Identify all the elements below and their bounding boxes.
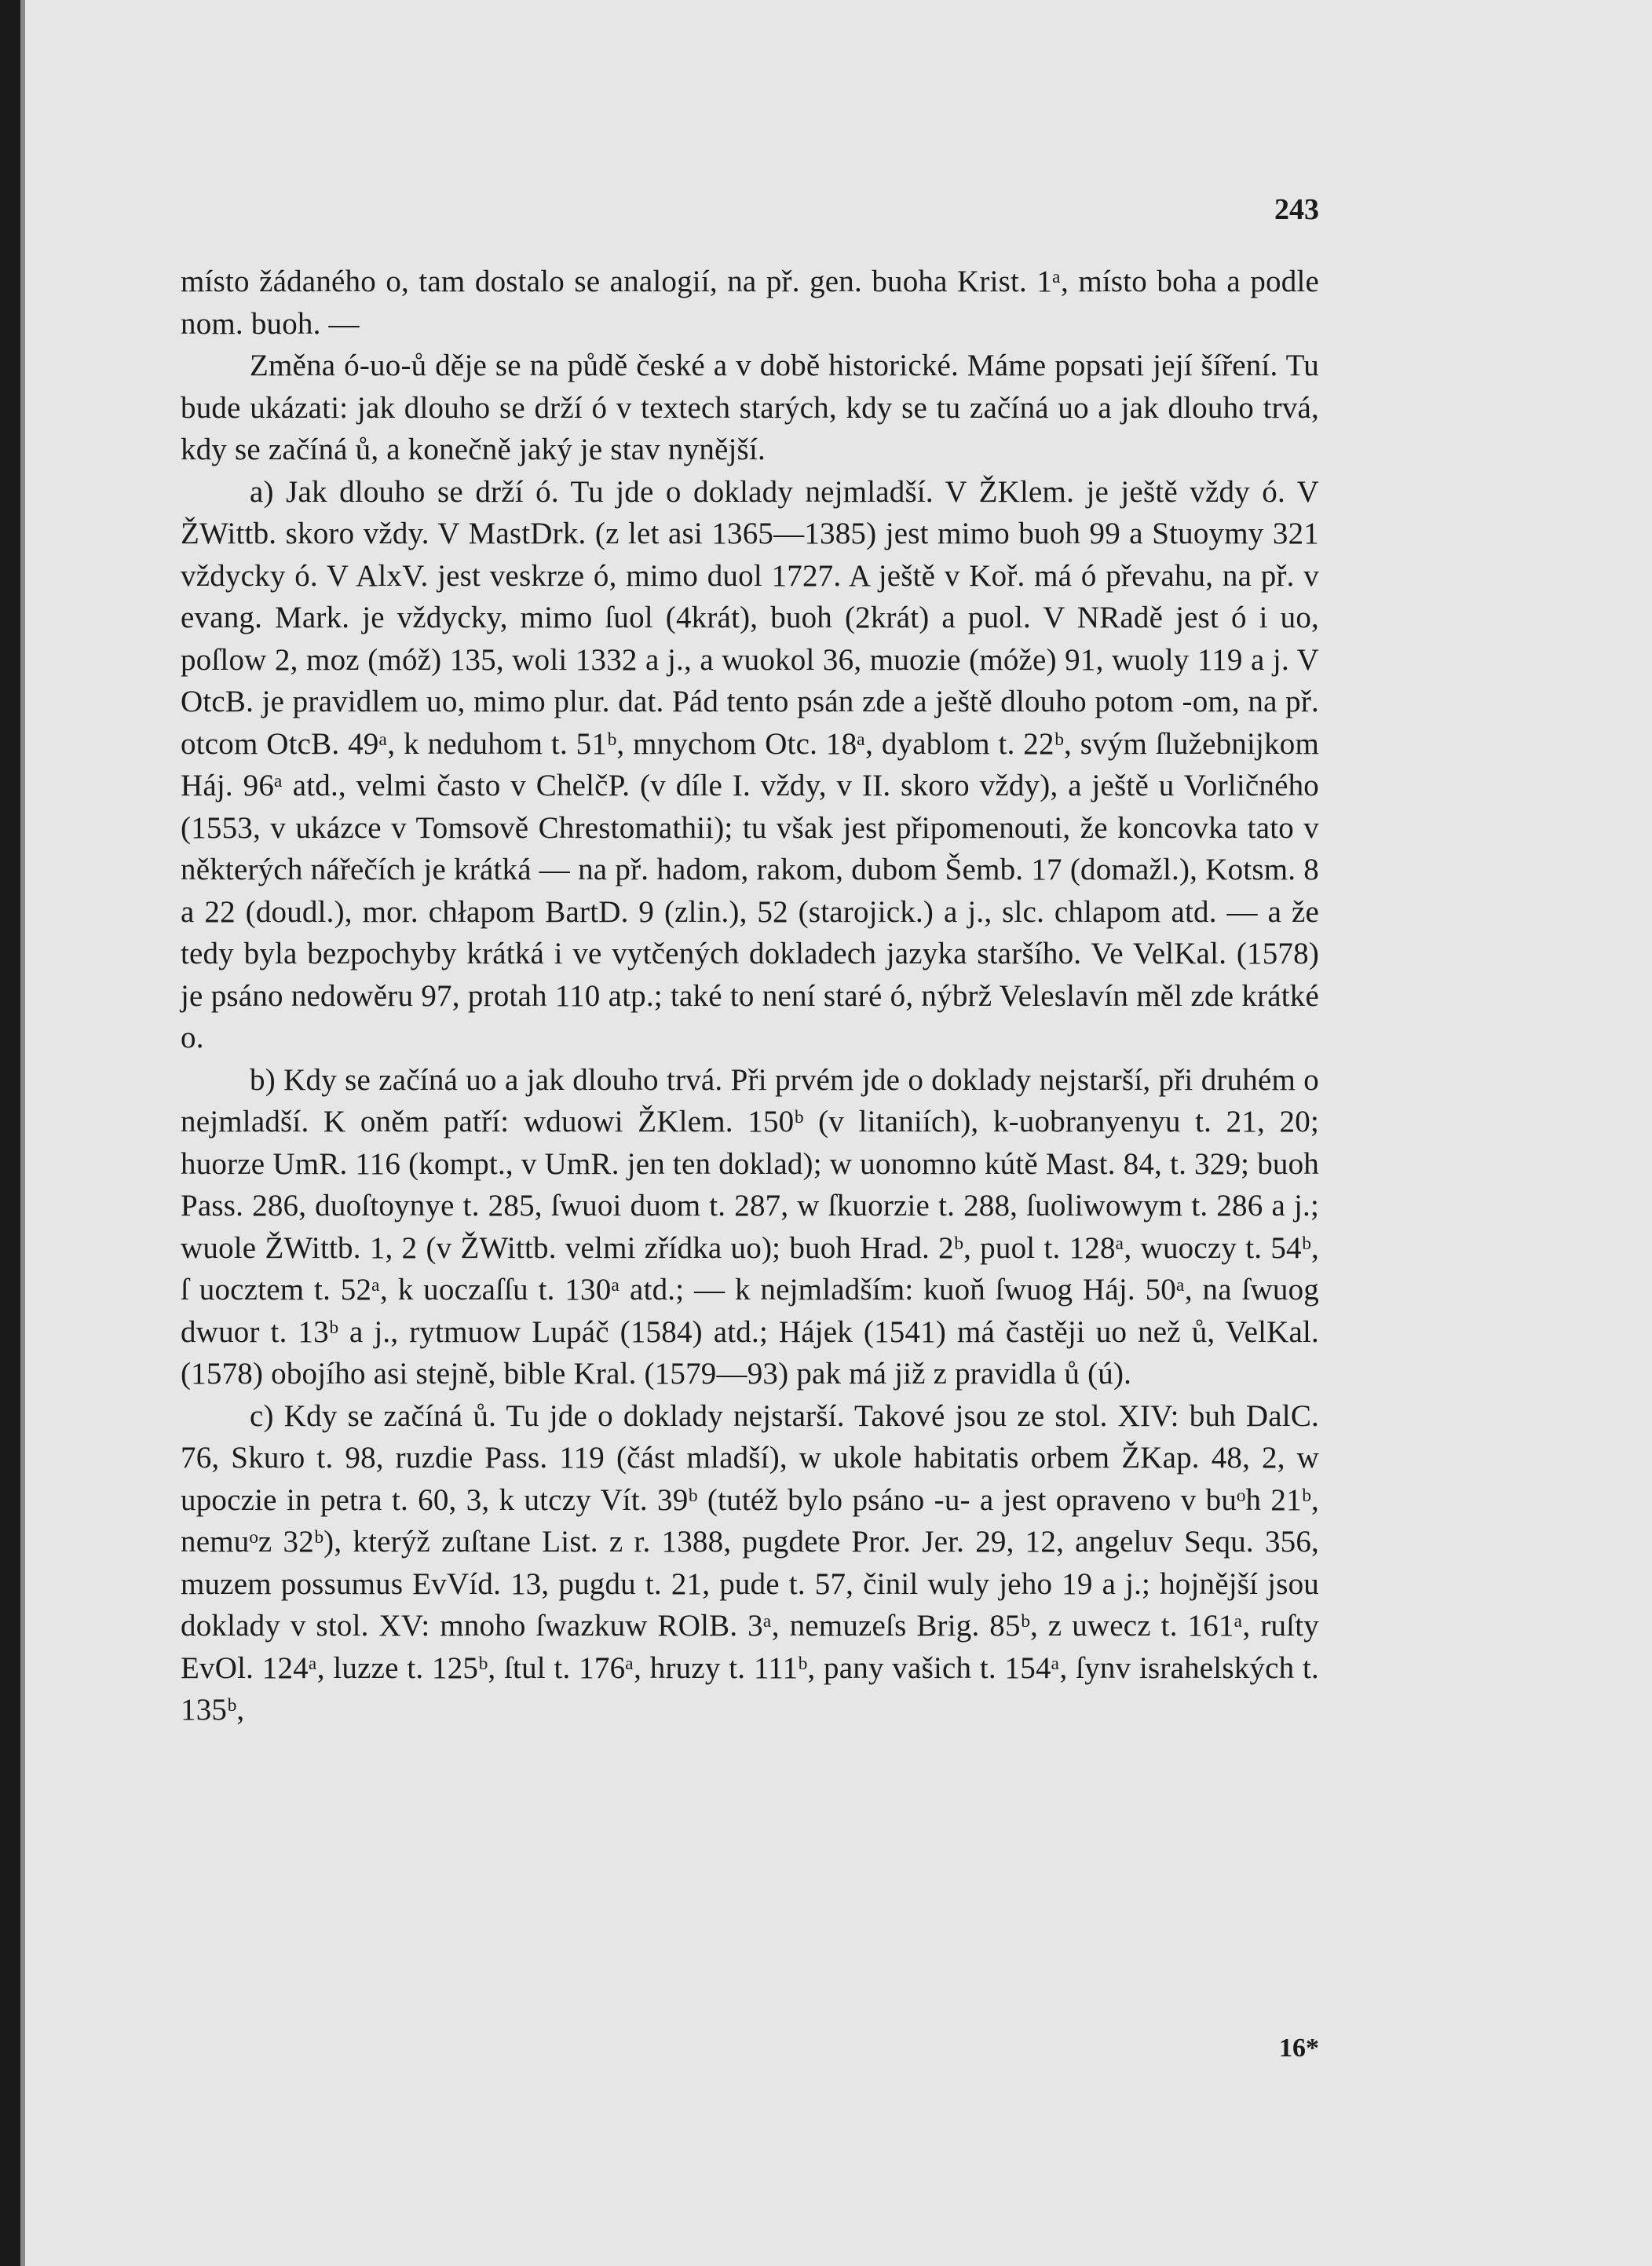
paragraph-section-c: c) Kdy se začíná ů. Tu jde o doklady nejstarší. Takové jsou ze stol. XIV: buh DalC. 76, Skuro t. 98, ruzdie Pass. 119 (část mladší), w ukole habitatis orbem ŽKap. 48, 2, w upoczie in petra t. 60, 3, k utczy Vít. 39ᵇ (tutéž bylo psáno -u- a jest opraveno v buᵒh 21ᵇ, nemuᵒz 32ᵇ), kterýž zuſtane List. z r. 1388, pugdete Pror. Jer. 29, 12, angeluv Sequ. 356, muzem possumus EvVíd. 13, pugdu t. 21, pude t. 57, činil wuly jeho 19 a j.; hojnější jsou doklady v stol. XV: mnoho ſwazkuw ROlB. 3ᵃ, nemuzeſs Brig. 85ᵇ, z uwecz t. 161ᵃ, ruſty EvOl. 124ᵃ, luzze t. 125ᵇ, ſtul t. 176ᵃ, hruzy t. 111ᵇ, pany vašich t. 154ᵃ, ſynv israhelských t. 135ᵇ, [181, 1398, 1319, 1727]
body-text [181, 261, 1319, 1731]
page-number: 243 [1274, 193, 1319, 226]
paragraph-change-overview: Změna ó-uo-ů děje se na půdě české a v době historické. Máme popsati její šíření. Tu bude ukázati: jak dlouho se drží ó v textech starých, kdy se tu začíná uo a jak dlouho trvá, kdy se začíná ů, a konečně jaký je stav nynější. [181, 349, 1319, 466]
paragraph-section-b: b) Kdy se začíná uo a jak dlouho trvá. Při prvém jde o doklady nejstarší, při druhém o nejmladší. K oněm patří: wduowi ŽKlem. 150ᵇ (v litaniích), k-uobranyenyu t. 21, 20; huorze UmR. 116 (kompt., v UmR. jen ten doklad); w uonomno kútě Mast. 84, t. 329; buoh Pass. 286, duoſtoynye t. 285, ſwuoi duom t. 287, w ſkuorzie t. 288, ſuoliwowym t. 286 a j.; wuole ŽWittb. 1, 2 (v ŽWittb. velmi zřídka uo); buoh Hrad. 2ᵇ, puol t. 128ᵃ, wuoczy t. 54ᵇ, ſ uocztem t. 52ᵃ, k uoczaſſu t. 130ᵃ atd.; — k nejmladším: kuoň ſwuog Háj. 50ᵃ, na ſwuog dwuor t. 13ᵇ a j., rytmuow Lupáč (1584) atd.; Hájek (1541) má častěji uo než ů, VelKal. (1578) obojího asi stejně, bible Kral. (1579—93) pak má již z pravidla ů (ú). [181, 1062, 1319, 1391]
printer-signature-mark: 16* [1279, 2034, 1319, 2063]
paragraph-intro: místo žádaného o, tam dostalo se analogií, na př. gen. buoha Krist. 1ᵃ, místo boha a podle nom. buoh. — [181, 265, 1319, 341]
book-page [25, 0, 1652, 2266]
paragraph-section-a: a) Jak dlouho se drží ó. Tu jde o doklady nejmladší. V ŽKlem. je ještě vždy ó. V ŽWittb. skoro vždy. V MastDrk. (z let asi 1365—1385) jest mimo buoh 99 a Stuoymy 321 vždycky ó. V AlxV. jest veskrze ó, mimo duol 1727. A ještě v Koř. má ó převahu, na př. v evang. Mark. je vždycky, mimo ſuol (4krát), buoh (2krát) a puol. V NRadě jest ó i uo, poſlow 2, moz (móž) 135, woli 1332 a j., a wuokol 36, muozie (móže) 91, wuoly 119 a j. V OtcB. je pravidlem uo, mimo plur. dat. Pád tento psán zde a ještě dlouho potom -om, na př. otcom OtcB. 49ᵃ, k neduhom t. 51ᵇ, mnychom Otc. 18ᵃ, dyablom t. 22ᵇ, svým ſlužebnijkom Háj. 96ᵃ atd., velmi často v ChelčP. (v díle I. vždy, v II. skoro vždy), a ještě u Vorličného (1553, v ukázce v Tomsově Chrestomathii); tu však jest připomenouti, že koncovka tato v některých nářečích je krátká — na př. hadom, rakom, dubom Šemb. 17 (domažl.), Kotsm. 8 a 22 (doudl.), mor. chłapom BartD. 9 (zlin.), 52 (starojick.) a j., slc. chlapom atd. — a že tedy byla bezpochyby krátká i ve vytčených dokladech jazyka staršího. Ve VelKal. (1578) je psáno nedowěru 97, protah 110 atp.; také to není staré ó, nýbrž Veleslavín měl zde krátké o. [181, 474, 1319, 1054]
scan-dark-edge [0, 0, 20, 2266]
